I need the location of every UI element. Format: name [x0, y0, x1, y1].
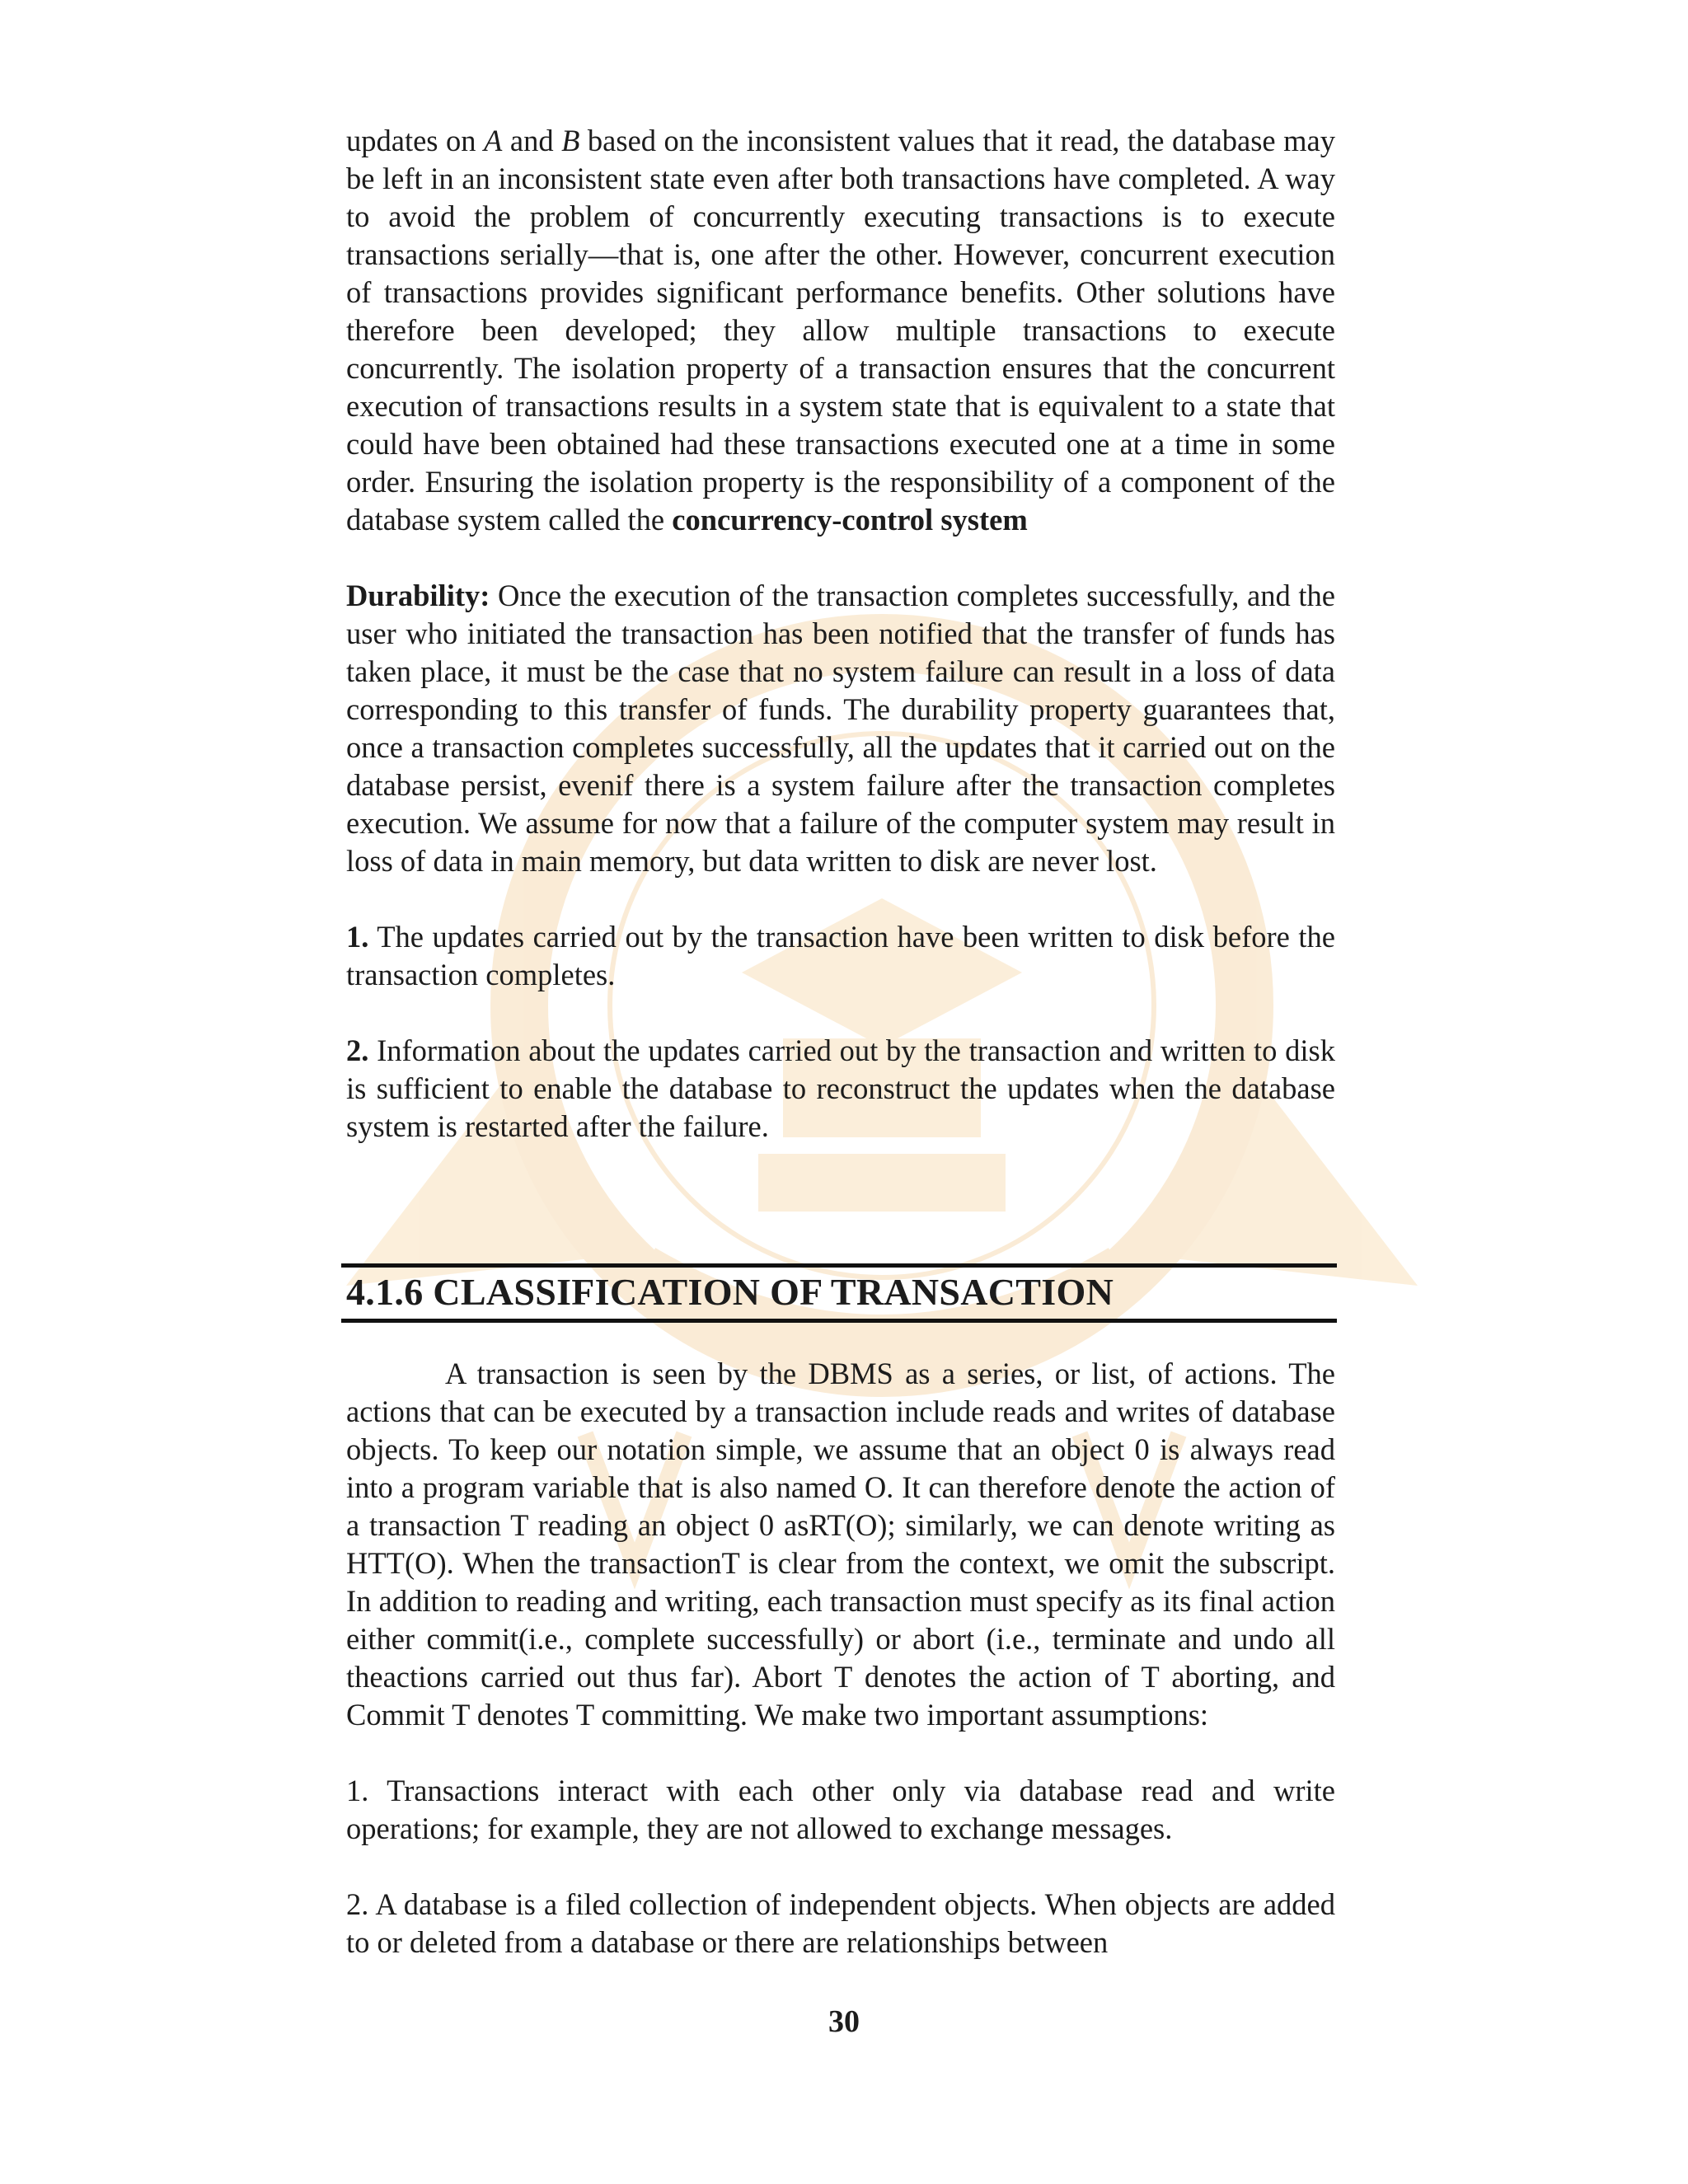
durability-paragraph [346, 577, 1335, 880]
variable-b: B [561, 124, 580, 157]
item-number: 2. [346, 1033, 369, 1067]
classification-paragraph: A transaction is seen by the DBMS as a series, or list, of actions. The actions that can be executed by a transaction include reads and writes of database objects. To keep our notation simple, we assume that an object 0 is always read into a program variable that is also named O. It can therefore denote the action of a transaction T reading an object 0 asRT(O); similarly, we can denote writing as HTT(O). When the transactionT is clear from the context, we omit the subscript. In addition to reading and writing, each transaction must specify as its final action either commit(i.e., complete successfully) or abort (i.e., terminate and undo all theactions carried out thus far). Abort T denotes the action of T aborting, and Commit T denotes T committing. We make two important assumptions: [346, 1357, 1335, 1732]
isolation-paragraph [346, 122, 1335, 539]
section-heading: 4.1.6 CLASSIFICATION OF TRANSACTION [346, 1271, 1114, 1313]
page-number: 30 [828, 2004, 860, 2039]
durability-item-1 [346, 918, 1335, 994]
text-fragment: and [502, 124, 562, 157]
text-fragment: based on the inconsistent values that it read, the database may be left in an inconsistent state even after both transactions have completed. A way to avoid the problem of concurrently executing transactions is to execute transactions serially—that is, one after the other. However, concurrent execution of transactions provides significant performance benefits. Other solutions have therefore been developed; they allow multiple transactions to execute concurrently. The isolation property of a transaction ensures that the concurrent execution of transactions results in a system state that is equivalent to a state that could have been obtained had these transactions executed one at a time in some order. Ensuring the isolation property is the responsibility of a component of the database system called the [346, 124, 1335, 537]
durability-item-2 [346, 1032, 1335, 1146]
item-number: 1. [346, 920, 369, 954]
durability-text: Once the execution of the transaction completes successfully, and the user who initiated the transaction has been notified that the transfer of funds has taken place, it must be the case that no system failure can result in a loss of data corresponding to this transfer of funds. The durability property guarantees that, once a transaction completes successfully, all the updates that it carried out on the database persist, evenif there is a system failure after the transaction completes execution. We assume for now that a failure of the computer system may result in loss of data in main memory, but data written to disk are never lost. [346, 579, 1335, 878]
item-text: Information about the updates carried out by the transaction and written to disk is sufficient to enable the database to reconstruct the updates when the database system is restarted after the failure. [346, 1033, 1335, 1143]
text-fragment: updates on [346, 124, 485, 157]
concurrency-control-term: concurrency-control system [672, 503, 1028, 537]
assumption-1: 1. Transactions interact with each other only via database read and write operations; for example, they are not allowed to exchange messages. [346, 1774, 1335, 1845]
page-body-bottom [346, 1355, 1335, 1961]
item-text: The updates carried out by the transaction have been written to disk before the transaction completes. [346, 920, 1335, 991]
durability-label: Durability: [346, 579, 490, 612]
page-body-top [346, 122, 1335, 1146]
section-heading-box [341, 1263, 1337, 1323]
variable-a: A [484, 124, 503, 157]
assumption-2: 2. A database is a filed collection of independent objects. When objects are added to or deleted from a database or there are relationships between [346, 1887, 1335, 1959]
